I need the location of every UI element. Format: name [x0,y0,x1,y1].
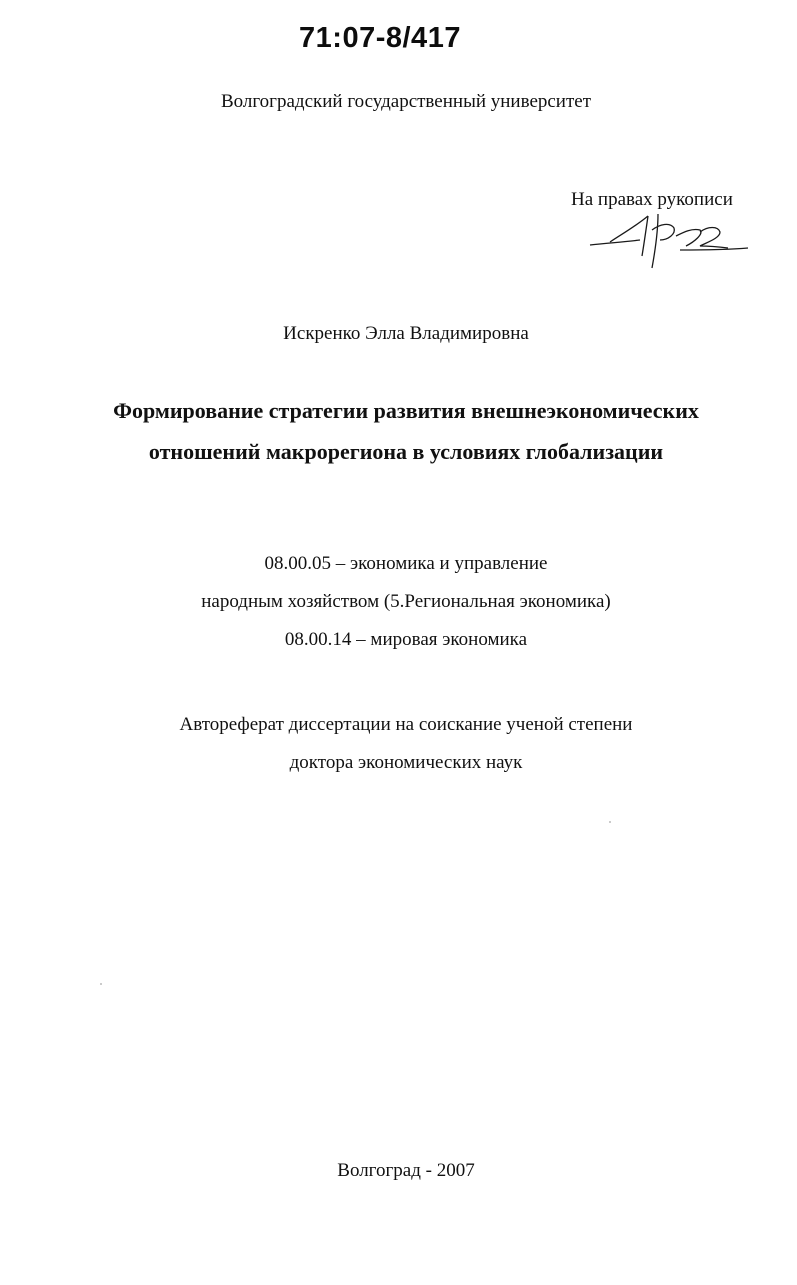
specialty-line: народным хозяйством (5.Региональная экономика) [201,591,611,612]
specialty-line: 08.00.14 – мировая экономика [284,629,528,650]
abstract-description [0,706,797,782]
specialty-line: 08.00.05 – экономика и управление [264,553,548,574]
university-name: Волгоградский государственный университет [220,91,592,112]
scan-speck [609,821,611,823]
document-number: 71:07-8/417 [299,22,461,54]
handwritten-signature [588,212,750,272]
title-line: Формирование стратегии развития внешнеэкономических [113,398,699,423]
abstract-line: Автореферат диссертации на соискание ученой степени [179,714,633,735]
abstract-line: доктора экономических наук [289,752,523,773]
manuscript-rights-label: На правах рукописи [571,189,733,210]
author-name: Искренко Элла Владимировна [283,323,529,344]
title-line: отношений макрорегиона в условиях глобализации [148,439,664,464]
scan-speck [100,983,102,985]
dissertation-title [0,390,797,472]
city-year: Волгоград - 2007 [337,1160,475,1181]
specialty-codes [0,545,797,659]
